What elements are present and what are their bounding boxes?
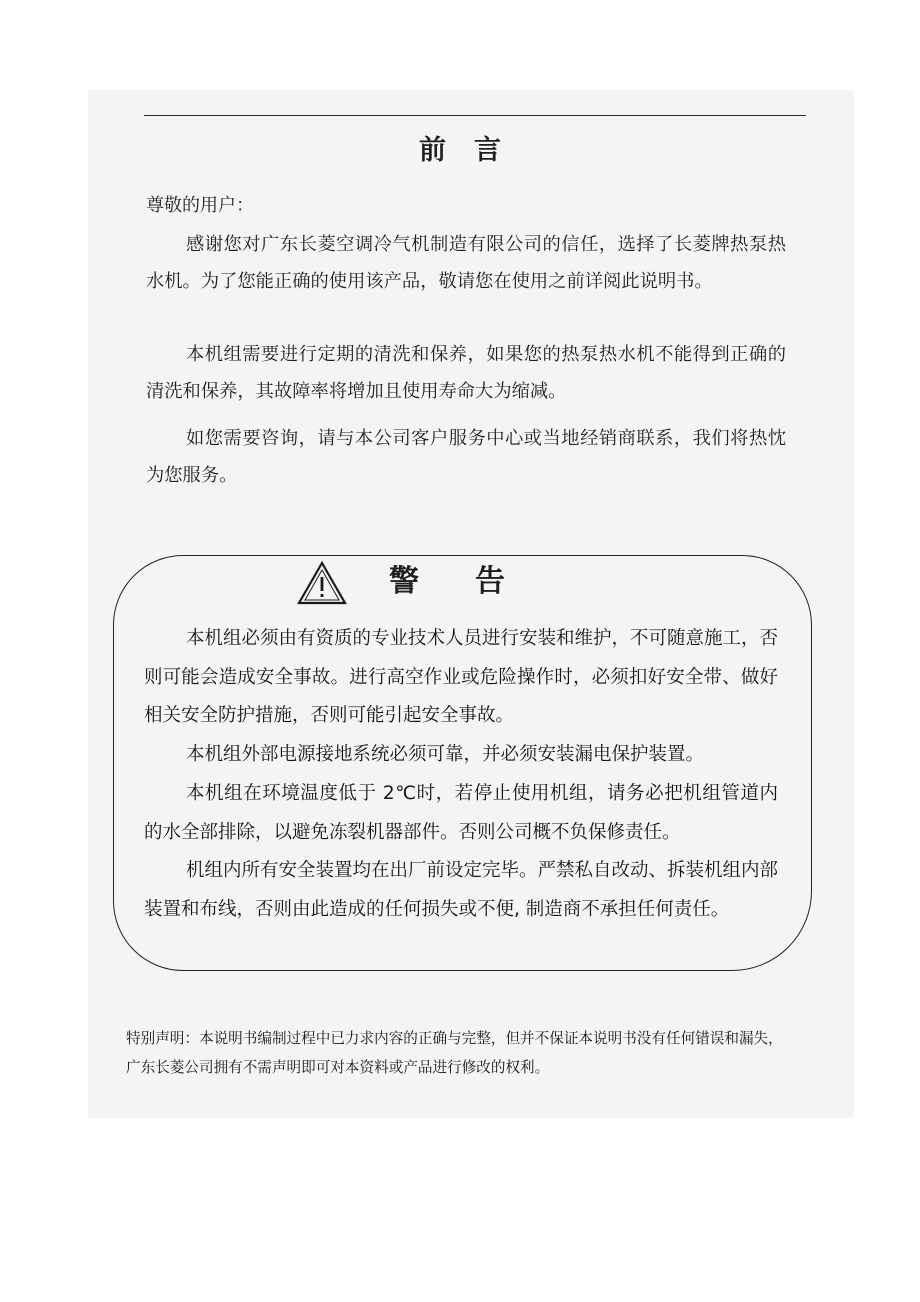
- greeting: 尊敬的用户：: [146, 195, 254, 216]
- preface-paragraph: 感谢您对广东长菱空调冷气机制造有限公司的信任，选择了长菱牌热泵热水机。为了您能正确的使用该产品，敬请您在使用之前详阅此说明书。: [146, 234, 786, 292]
- top-rule: [144, 115, 806, 116]
- page-title: 前言: [419, 135, 529, 166]
- special-statement: 特别声明：本说明书编制过程中已力求内容的正确与完整，但并不保证本说明书没有任何错误和漏失，广东长菱公司拥有不需声明即可对本资料或产品进行修改的权利。: [126, 1030, 783, 1076]
- warning-paragraph: 本机组在环境温度低于 2℃时，若停止使用机组，请务必把机组管道内的水全部排除，以避免冻裂机器部件。否则公司概不负保修责任。: [144, 783, 778, 843]
- warning-paragraph: 本机组外部电源接地系统必须可靠，并必须安装漏电保护装置。: [186, 744, 705, 765]
- warning-paragraph: 本机组必须由有资质的专业技术人员进行安装和维护，不可随意施工，否则可能会造成安全事故。进行高空作业或危险操作时，必须扣好安全带、做好相关安全防护措施，否则可能引起安全事故。: [144, 628, 779, 726]
- preface-paragraph: 如您需要咨询，请与本公司客户服务中心或当地经销商联系，我们将热忱为您服务。: [146, 428, 786, 486]
- preface-paragraph: 本机组需要进行定期的清洗和保养，如果您的热泵热水机不能得到正确的清洗和保养，其故障率将增加且使用寿命大为缩减。: [146, 344, 786, 402]
- warning-title: 警告: [389, 564, 561, 599]
- warning-triangle-icon: [297, 561, 347, 605]
- warning-paragraph: 机组内所有安全装置均在出厂前设定完毕。严禁私自改动、拆装机组内部装置和布线，否则由此造成的任何损失或不便, 制造商不承担任何责任。: [144, 860, 779, 920]
